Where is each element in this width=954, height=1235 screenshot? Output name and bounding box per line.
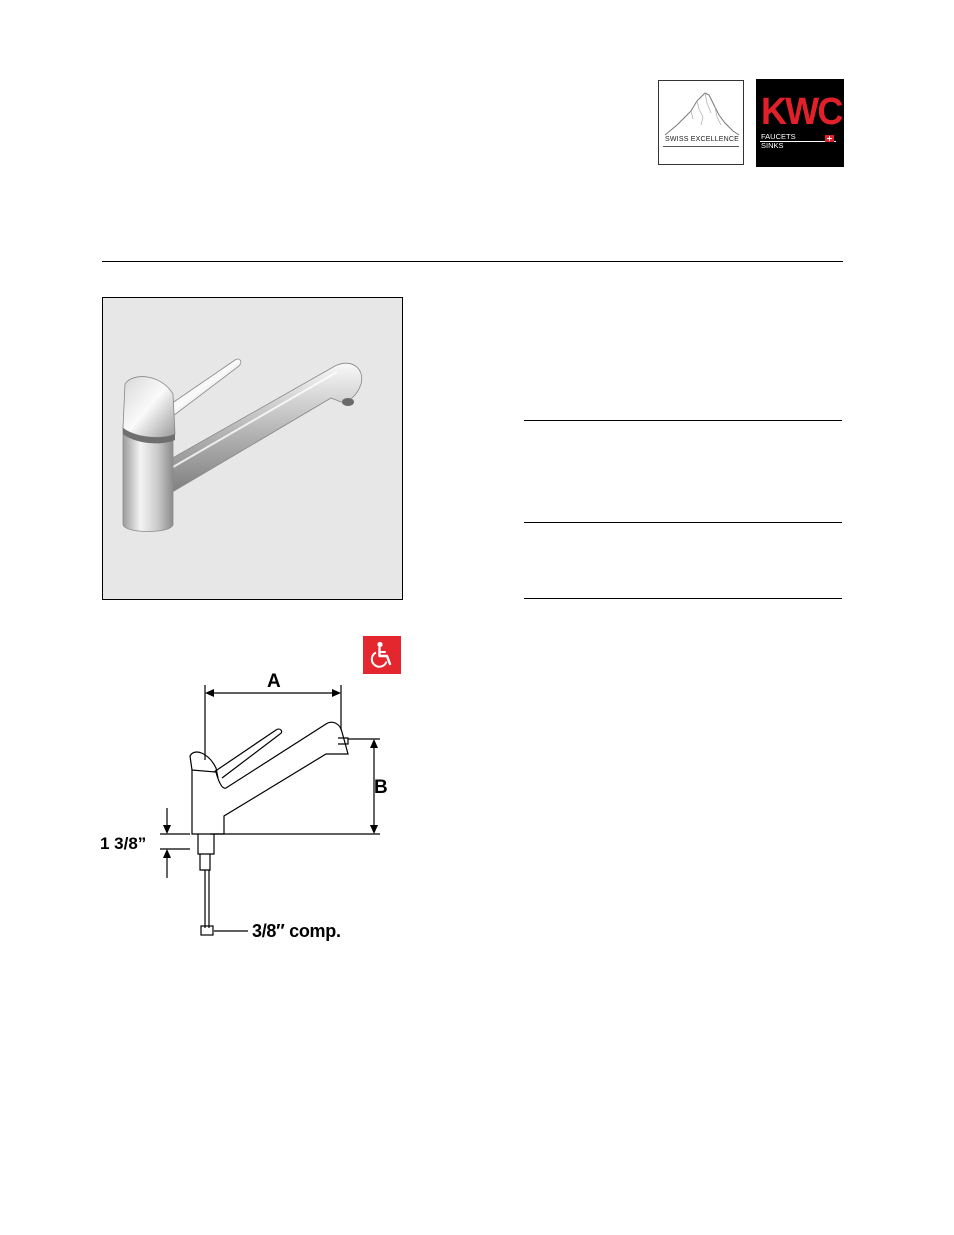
mountain-icon (663, 87, 741, 137)
deck-thickness-label: 1 3/8” (100, 834, 147, 853)
swiss-flag-icon (825, 135, 834, 142)
supply-connection-label: 3/8″ comp. (252, 921, 341, 941)
kwc-brand-text: KWC (761, 91, 842, 133)
kwc-faucets-text: FAUCETS (761, 132, 796, 141)
dimension-b-label: B (374, 777, 388, 798)
faucet-illustration (103, 298, 402, 599)
spec-divider-1 (524, 420, 842, 421)
kwc-sinks-text: SINKS (761, 141, 784, 150)
spec-divider-3 (524, 598, 842, 599)
dimension-a-label: A (267, 671, 281, 692)
header-divider (102, 261, 843, 262)
swiss-excellence-text: SWISS EXCELLENCE (665, 136, 739, 143)
dimension-diagram (150, 660, 410, 950)
logo-underline (663, 146, 739, 147)
swiss-excellence-logo (658, 80, 744, 165)
product-photo (102, 297, 403, 600)
kwc-logo (756, 79, 844, 167)
spec-divider-2 (524, 522, 842, 523)
